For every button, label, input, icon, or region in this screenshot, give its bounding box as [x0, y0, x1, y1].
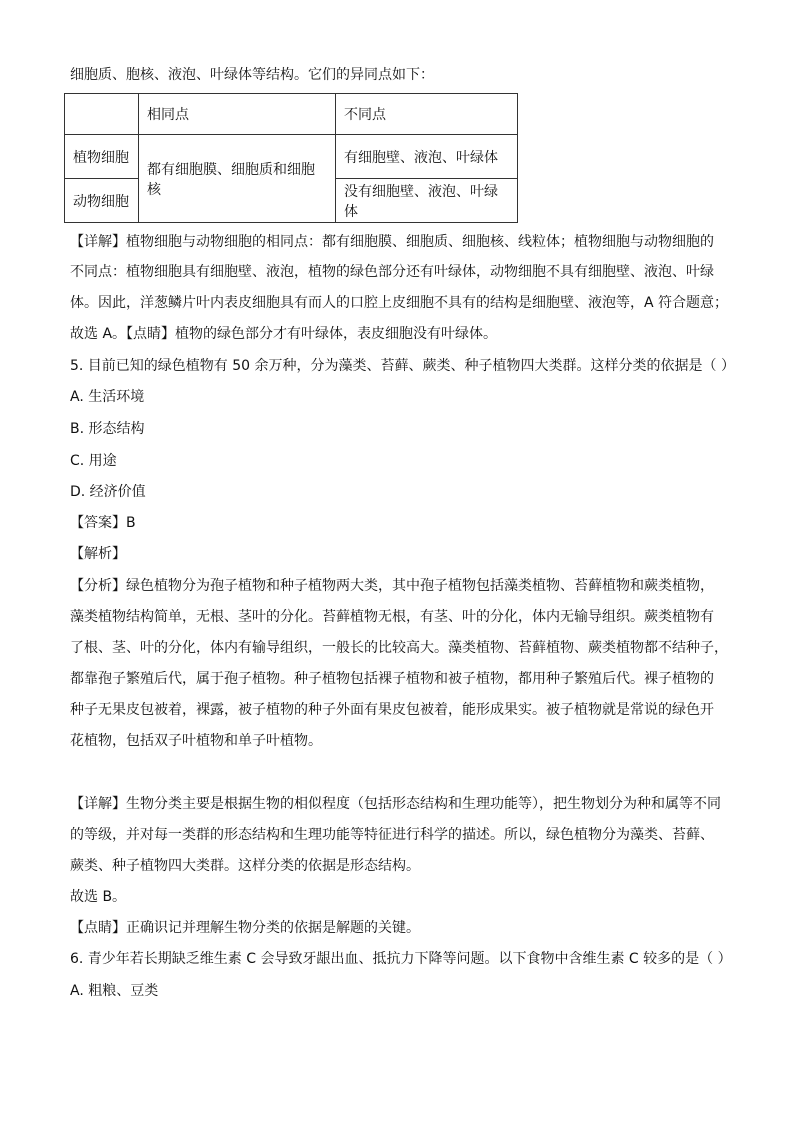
- table-header-cell: 相同点: [139, 94, 336, 135]
- q5-option-c: C. 用途: [70, 453, 117, 469]
- q5-detail-line: 【详解】生物分类主要是根据生物的相似程度（包括形态结构和生理功能等），把生物划分为种和属等不同: [70, 796, 721, 812]
- q5-analysis-line: 花植物，包括双子叶植物和单子叶植物。: [70, 733, 322, 749]
- q5-analysis-line: 都靠孢子繁殖后代，属于孢子植物。种子植物包括裸子植物和被子植物，都用种子繁殖后代。裸子植物的: [70, 671, 714, 687]
- diff-cell-plant: 有细胞壁、液泡、叶绿体: [336, 135, 518, 179]
- q5-detail-line: 的等级，并对每一类群的形态结构和生理功能等特征进行科学的描述。所以，绿色植物分为藻类、苔藓、: [70, 827, 714, 843]
- q5-analysis-line: 了根、茎、叶的分化，体内有输导组织，一般长的比较高大。藻类植物、苔藓植物、蕨类植物都不结种子，: [70, 640, 728, 656]
- q6-stem: 6. 青少年若长期缺乏维生素 C 会导致牙龈出血、抵抗力下降等问题。以下食物中含维生素 C 较多的是（ ）: [70, 951, 732, 967]
- q5-tip: 【点睛】正确识记并理解生物分类的依据是解题的关键。: [70, 920, 420, 936]
- q5-detail-line: 蕨类、种子植物四大类群。这样分类的依据是形态结构。: [70, 858, 420, 874]
- q5-analysis-line: 种子无果皮包被着，裸露，被子植物的种子外面有果皮包被着，能形成果实。被子植物就是常说的绿色开: [70, 702, 714, 718]
- table-header-cell: 不同点: [336, 94, 518, 135]
- q5-stem: 5. 目前已知的绿色植物有 50 余万种，分为藻类、苔藓、蕨类、种子植物四大类群。这样分类的依据是（ ）: [70, 358, 735, 374]
- diff-cell-animal: 没有细胞壁、液泡、叶绿体: [336, 179, 518, 223]
- q5-option-a: A. 生活环境: [70, 389, 145, 405]
- q5-choose: 故选 B。: [70, 889, 127, 905]
- q5-option-d: D. 经济价值: [70, 484, 146, 500]
- table-header-cell: [65, 94, 139, 135]
- comparison-table: [64, 93, 518, 223]
- table-header-row: [65, 94, 518, 135]
- q4-detail-line: 体。因此，洋葱鳞片叶内表皮细胞具有而人的口腔上皮细胞不具有的结构是细胞壁、液泡等，A 符合题意；: [70, 295, 729, 311]
- q6-option-a: A. 粗粮、豆类: [70, 983, 159, 999]
- q5-option-b: B. 形态结构: [70, 421, 145, 437]
- q5-analysis-line: 【分析】绿色植物分为孢子植物和种子植物两大类，其中孢子植物包括藻类植物、苔藓植物和蕨类植物，: [70, 578, 714, 594]
- row-label-animal: 动物细胞: [65, 179, 139, 223]
- same-points-cell: 都有细胞膜、细胞质和细胞核: [139, 135, 336, 223]
- q5-analysis-line: 藻类植物结构简单，无根、茎叶的分化。苔藓植物无根，有茎、叶的分化，体内无输导组织。蕨类植物有: [70, 609, 714, 625]
- q4-detail-line: 【详解】植物细胞与动物细胞的相同点：都有细胞膜、细胞质、细胞核、线粒体；植物细胞与动物细胞的: [70, 234, 714, 250]
- row-label-plant: 植物细胞: [65, 135, 139, 179]
- q4-detail-line: 不同点：植物细胞具有细胞壁、液泡，植物的绿色部分还有叶绿体，动物细胞不具有细胞壁、液泡、叶绿: [70, 264, 714, 280]
- q4-detail-line: 故选 A。【点睛】植物的绿色部分才有叶绿体，表皮细胞没有叶绿体。: [70, 326, 498, 342]
- table-row: [65, 135, 518, 179]
- q5-answer: 【答案】B: [70, 515, 136, 531]
- q5-analysis-label: 【解析】: [70, 546, 126, 562]
- intro-text: 细胞质、胞核、液泡、叶绿体等结构。它们的异同点如下：: [70, 67, 434, 83]
